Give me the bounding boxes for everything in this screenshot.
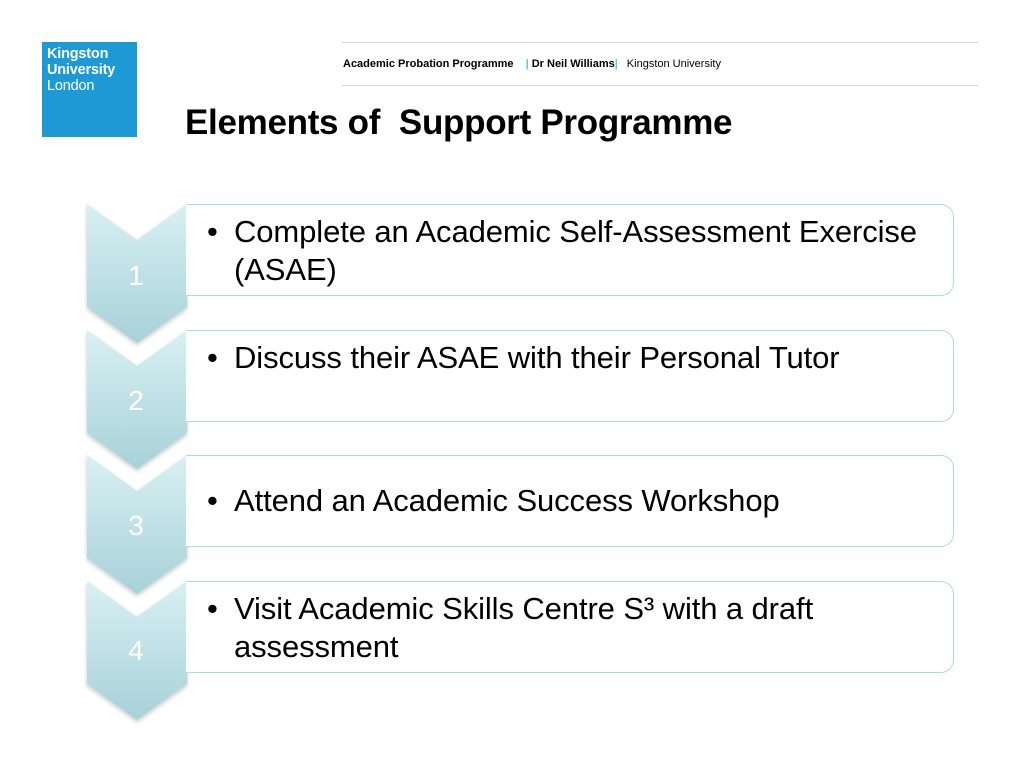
step-number: 3 — [128, 510, 144, 541]
process-step-3 — [0, 455, 1024, 600]
header-line — [343, 57, 721, 71]
university-logo — [42, 42, 137, 137]
process-step-4 — [0, 581, 1024, 726]
bullet-icon: • — [207, 483, 218, 518]
logo-line-kingston: Kingston — [47, 46, 109, 62]
header-author: Dr Neil Williams — [531, 58, 615, 70]
step-text-box — [186, 581, 954, 673]
step-text: Visit Academic Skills Centre S³ with a draft assessment — [234, 591, 814, 664]
header-bottom-divider — [342, 85, 978, 86]
header-separator: | — [525, 58, 529, 70]
step-number: 4 — [128, 635, 144, 666]
bullet-icon: • — [207, 591, 218, 626]
logo-line-university: University — [47, 62, 116, 78]
process-step-1 — [0, 204, 1024, 349]
header-programme: Academic Probation Programme — [343, 58, 514, 70]
step-number: 1 — [128, 260, 144, 291]
header-top-divider — [342, 42, 978, 43]
step-text: Discuss their ASAE with their Personal Tutor — [234, 340, 840, 375]
step-text-box — [186, 330, 954, 422]
step-text: Attend an Academic Success Workshop — [234, 483, 780, 518]
header-university: Kingston University — [626, 58, 721, 70]
step-text: Complete an Academic Self-Assessment Exercise (ASAE) — [234, 214, 917, 287]
step-number: 2 — [128, 385, 144, 416]
bullet-icon: • — [207, 214, 218, 249]
header-separator: | — [614, 58, 618, 70]
step-text-box — [186, 455, 954, 547]
step-text-box — [186, 204, 954, 296]
logo-line-london: London — [47, 78, 95, 94]
process-step-2 — [0, 330, 1024, 475]
page-title: Elements of Support Programme — [185, 103, 733, 142]
bullet-icon: • — [207, 340, 218, 375]
